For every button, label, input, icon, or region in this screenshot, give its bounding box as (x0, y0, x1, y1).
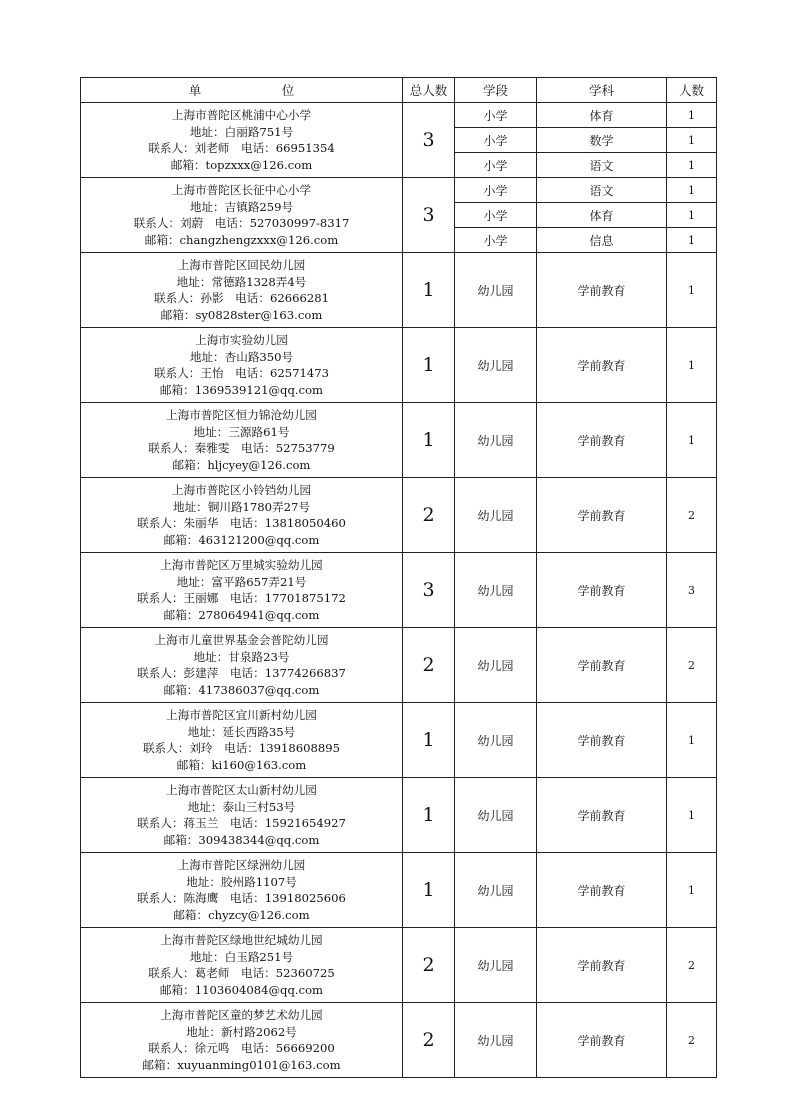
subject-cell: 体育 (537, 203, 667, 228)
unit-cell (81, 778, 403, 853)
unit-address: 地址：铜川路1780弄27号 (172, 499, 310, 514)
total-count-cell: 3 (403, 553, 455, 628)
unit-cell (81, 403, 403, 478)
unit-contact: 联系人：彭建萍 电话：13774266837 (137, 666, 346, 680)
table-row (81, 703, 717, 778)
table-row (81, 103, 717, 128)
stage-cell: 小学 (455, 203, 537, 228)
unit-contact: 联系人：蒋玉兰 电话：15921654927 (137, 816, 346, 830)
count-cell: 1 (667, 778, 717, 853)
unit-email: 邮箱：chyzcy@126.com (173, 907, 310, 922)
table-row (81, 853, 717, 928)
unit-cell (81, 1003, 403, 1078)
unit-address: 地址：泰山三村53号 (187, 799, 296, 814)
subject-cell: 信息 (537, 228, 667, 253)
header-unit: 单 位 (81, 78, 403, 103)
unit-cell (81, 853, 403, 928)
unit-email: 邮箱：463121200@qq.com (163, 532, 320, 547)
total-count-cell: 1 (403, 328, 455, 403)
total-count-cell: 2 (403, 1003, 455, 1078)
stage-cell: 幼儿园 (455, 553, 537, 628)
unit-contact: 联系人：葛老师 电话：52360725 (148, 966, 335, 980)
table-row (81, 328, 717, 403)
unit-name: 上海市普陀区太山新村幼儿园 (166, 783, 317, 797)
header-count: 人数 (667, 78, 717, 103)
unit-email: 邮箱：417386037@qq.com (163, 682, 320, 697)
unit-email: 邮箱：xuyuanming0101@163.com (142, 1057, 341, 1072)
header-subject: 学科 (537, 78, 667, 103)
unit-email: 邮箱：1369539121@qq.com (159, 382, 324, 397)
unit-cell (81, 928, 403, 1003)
unit-contact: 联系人：刘蔚 电话：527030997-8317 (133, 216, 350, 230)
stage-cell: 小学 (455, 228, 537, 253)
unit-cell (81, 553, 403, 628)
unit-address: 地址：杏山路350号 (189, 349, 294, 364)
table-header-row (81, 78, 717, 103)
unit-address: 地址：新村路2062号 (186, 1024, 297, 1039)
subject-cell: 数学 (537, 128, 667, 153)
unit-address: 地址：延长西路35号 (187, 724, 296, 739)
stage-cell: 幼儿园 (455, 703, 537, 778)
subject-cell: 体育 (537, 103, 667, 128)
stage-cell: 幼儿园 (455, 328, 537, 403)
subject-cell: 语文 (537, 178, 667, 203)
stage-cell: 幼儿园 (455, 778, 537, 853)
unit-cell (81, 103, 403, 178)
count-cell: 2 (667, 478, 717, 553)
count-cell: 1 (667, 328, 717, 403)
table-row (81, 478, 717, 553)
table-row (81, 178, 717, 203)
unit-cell (81, 703, 403, 778)
count-cell: 1 (667, 228, 717, 253)
unit-cell (81, 178, 403, 253)
total-count-cell: 3 (403, 178, 455, 253)
stage-cell: 小学 (455, 153, 537, 178)
count-cell: 1 (667, 103, 717, 128)
unit-contact: 联系人：孙影 电话：62666281 (154, 291, 329, 305)
total-count-cell: 1 (403, 253, 455, 328)
count-cell: 1 (667, 403, 717, 478)
unit-name: 上海市普陀区宜川新村幼儿园 (166, 708, 317, 722)
unit-email: 邮箱：ki160@163.com (176, 757, 307, 772)
table-row (81, 628, 717, 703)
unit-address: 地址：甘泉路23号 (193, 649, 290, 664)
stage-cell: 小学 (455, 128, 537, 153)
unit-address: 地址：常德路1328弄4号 (176, 274, 307, 289)
unit-name: 上海市普陀区小铃铛幼儿园 (171, 483, 312, 497)
count-cell: 1 (667, 703, 717, 778)
unit-contact: 联系人：刘老师 电话：66951354 (148, 141, 335, 155)
unit-address: 地址：白丽路751号 (189, 124, 294, 139)
unit-contact: 联系人：刘玲 电话：13918608895 (142, 741, 341, 755)
count-cell: 1 (667, 153, 717, 178)
unit-name: 上海市普陀区绿洲幼儿园 (177, 858, 306, 872)
stage-cell: 幼儿园 (455, 928, 537, 1003)
unit-address: 地址：胶州路1107号 (186, 874, 297, 889)
subject-cell: 学前教育 (537, 703, 667, 778)
table-row (81, 778, 717, 853)
unit-name: 上海市普陀区长征中心小学 (171, 183, 312, 197)
unit-cell (81, 328, 403, 403)
recruitment-table (80, 77, 717, 1078)
stage-cell: 幼儿园 (455, 853, 537, 928)
unit-name: 上海市普陀区绿地世纪城幼儿园 (160, 933, 323, 947)
total-count-cell: 1 (403, 403, 455, 478)
subject-cell: 学前教育 (537, 1003, 667, 1078)
subject-cell: 语文 (537, 153, 667, 178)
count-cell: 1 (667, 853, 717, 928)
total-count-cell: 3 (403, 103, 455, 178)
subject-cell: 学前教育 (537, 928, 667, 1003)
table-row (81, 403, 717, 478)
total-count-cell: 2 (403, 478, 455, 553)
unit-name: 上海市实验幼儿园 (195, 333, 288, 347)
unit-email: 邮箱：309438344@qq.com (163, 832, 320, 847)
unit-address: 地址：富平路657弄21号 (176, 574, 307, 589)
header-total: 总人数 (403, 78, 455, 103)
subject-cell: 学前教育 (537, 553, 667, 628)
count-cell: 1 (667, 128, 717, 153)
unit-contact: 联系人：朱丽华 电话：13818050460 (137, 516, 346, 530)
table-row (81, 1003, 717, 1078)
unit-name: 上海市儿童世界基金会普陀幼儿园 (154, 633, 329, 647)
stage-cell: 幼儿园 (455, 403, 537, 478)
subject-cell: 学前教育 (537, 253, 667, 328)
unit-cell (81, 253, 403, 328)
table-row (81, 253, 717, 328)
unit-email: 邮箱：278064941@qq.com (163, 607, 320, 622)
subject-cell: 学前教育 (537, 478, 667, 553)
count-cell: 2 (667, 1003, 717, 1078)
unit-contact: 联系人：王怡 电话：62571473 (154, 366, 329, 380)
total-count-cell: 2 (403, 928, 455, 1003)
stage-cell: 幼儿园 (455, 628, 537, 703)
stage-cell: 小学 (455, 103, 537, 128)
unit-contact: 联系人：秦雅雯 电话：52753779 (148, 441, 335, 455)
count-cell: 2 (667, 628, 717, 703)
stage-cell: 幼儿园 (455, 253, 537, 328)
unit-name: 上海市普陀区恒力锦沧幼儿园 (166, 408, 317, 422)
unit-contact: 联系人：王丽娜 电话：17701875172 (137, 591, 346, 605)
subject-cell: 学前教育 (537, 328, 667, 403)
unit-contact: 联系人：徐元鸣 电话：56669200 (148, 1041, 335, 1055)
count-cell: 2 (667, 928, 717, 1003)
unit-cell (81, 478, 403, 553)
unit-email: 邮箱：changzhengzxxx@126.com (144, 232, 339, 247)
unit-email: 邮箱：topzxxx@126.com (170, 157, 313, 172)
total-count-cell: 2 (403, 628, 455, 703)
unit-email: 邮箱：sy0828ster@163.com (160, 307, 323, 322)
unit-address: 地址：吉镇路259号 (189, 199, 294, 214)
subject-cell: 学前教育 (537, 778, 667, 853)
unit-cell (81, 628, 403, 703)
unit-address: 地址：白玉路251号 (189, 949, 294, 964)
count-cell: 1 (667, 203, 717, 228)
count-cell: 1 (667, 253, 717, 328)
subject-cell: 学前教育 (537, 628, 667, 703)
total-count-cell: 1 (403, 778, 455, 853)
total-count-cell: 1 (403, 703, 455, 778)
header-stage: 学段 (455, 78, 537, 103)
count-cell: 1 (667, 178, 717, 203)
unit-name: 上海市普陀区桃浦中心小学 (171, 108, 312, 122)
unit-name: 上海市普陀区万里城实验幼儿园 (160, 558, 323, 572)
total-count-cell: 1 (403, 853, 455, 928)
unit-name: 上海市普陀区童的梦艺术幼儿园 (160, 1008, 323, 1022)
subject-cell: 学前教育 (537, 853, 667, 928)
table-row (81, 928, 717, 1003)
subject-cell: 学前教育 (537, 403, 667, 478)
unit-name: 上海市普陀区回民幼儿园 (177, 258, 306, 272)
unit-email: 邮箱：1103604084@qq.com (159, 982, 324, 997)
stage-cell: 幼儿园 (455, 1003, 537, 1078)
unit-email: 邮箱：hljcyey@126.com (172, 457, 311, 472)
unit-contact: 联系人：陈海鹰 电话：13918025606 (137, 891, 346, 905)
stage-cell: 幼儿园 (455, 478, 537, 553)
unit-address: 地址：三源路61号 (193, 424, 290, 439)
stage-cell: 小学 (455, 178, 537, 203)
table-row (81, 553, 717, 628)
count-cell: 3 (667, 553, 717, 628)
